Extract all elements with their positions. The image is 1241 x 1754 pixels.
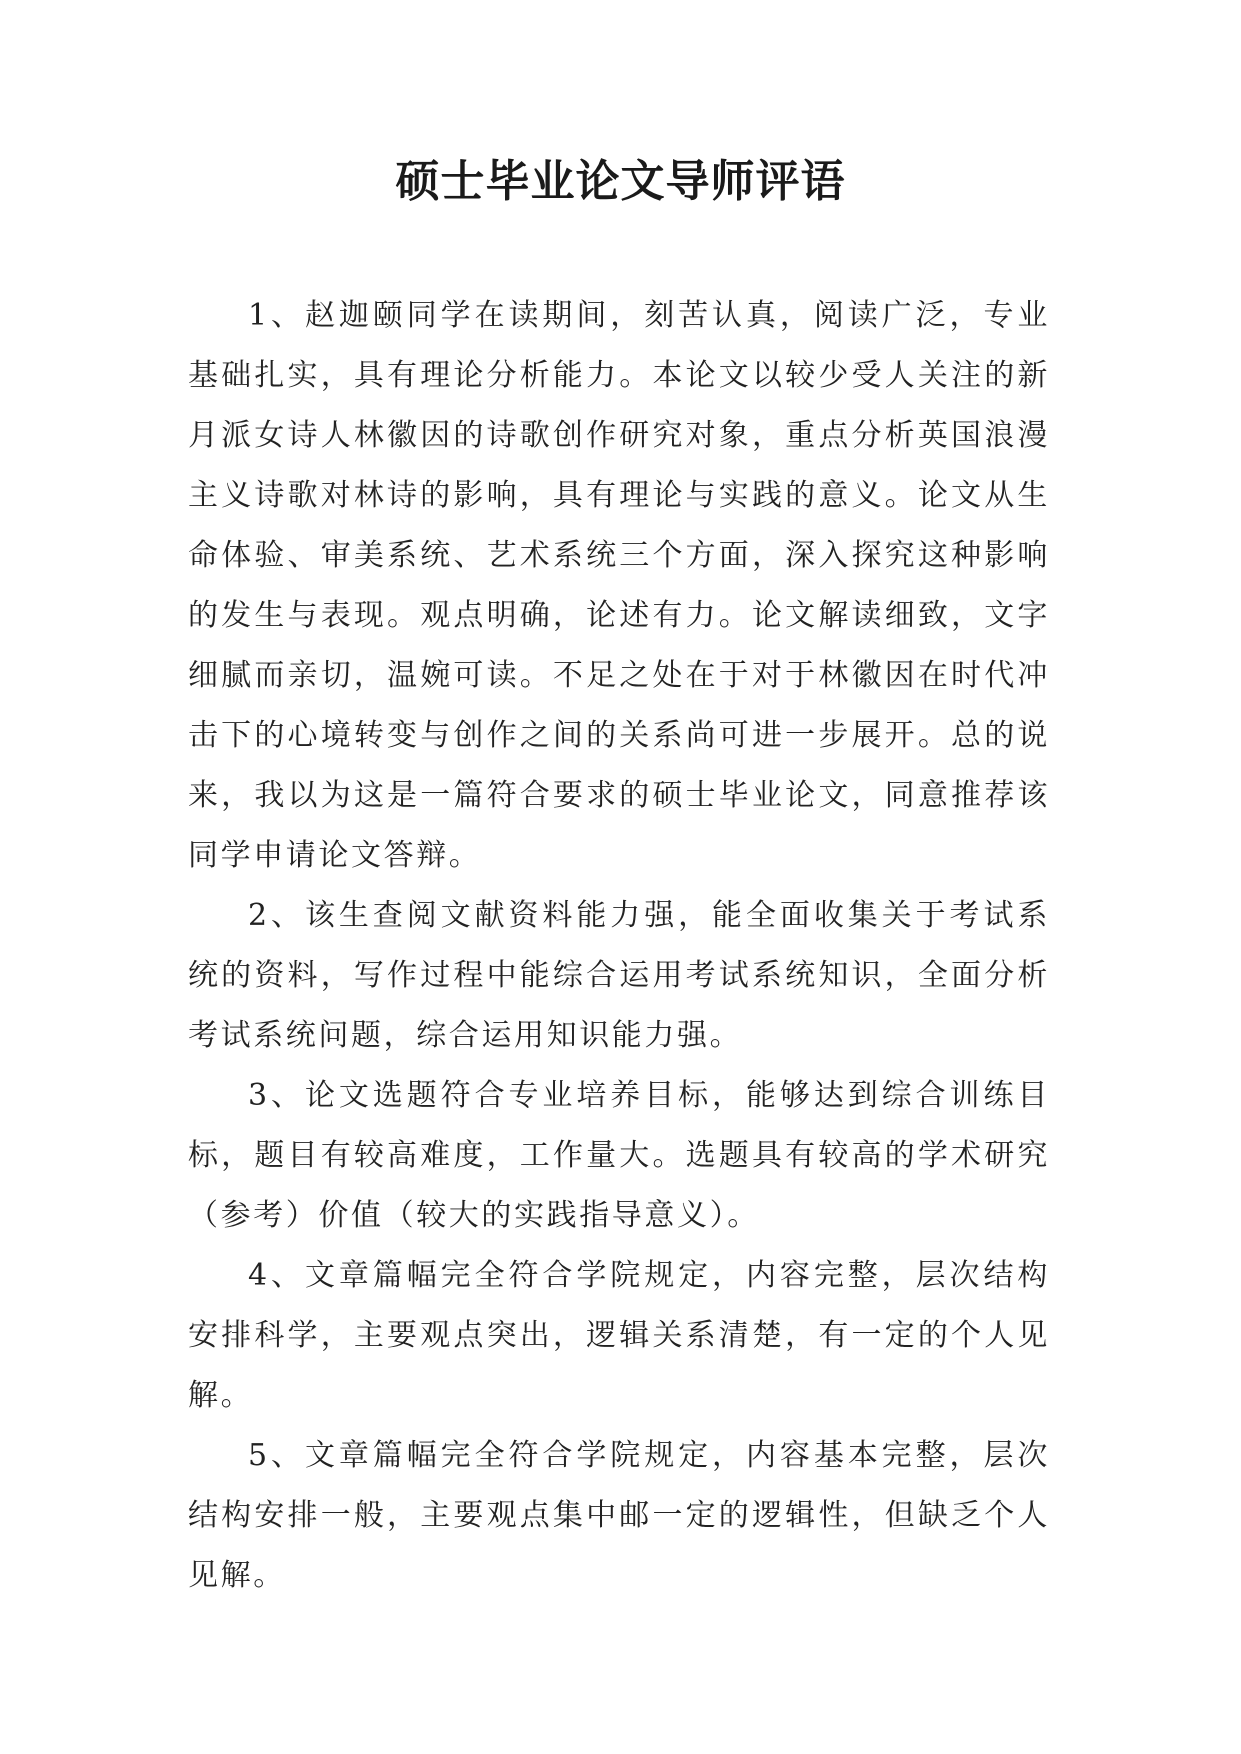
comment-paragraph-5: 5、文章篇幅完全符合学院规定，内容基本完整，层次结构安排一般，主要观点集中邮一定的逻辑性，但缺乏个人见解。	[188, 1438, 1050, 1593]
document-title: 硕士毕业论文导师评语	[395, 156, 846, 207]
comment-paragraph-4: 4、文章篇幅完全符合学院规定，内容完整，层次结构安排科学，主要观点突出，逻辑关系清楚，有一定的个人见解。	[188, 1258, 1050, 1413]
document-body	[188, 286, 1050, 1606]
comment-paragraph-2: 2、该生查阅文献资料能力强，能全面收集关于考试系统的资料，写作过程中能综合运用考试系统知识，全面分析考试系统问题，综合运用知识能力强。	[188, 898, 1050, 1053]
comment-paragraph-3: 3、论文选题符合专业培养目标，能够达到综合训练目标，题目有较高难度，工作量大。选题具有较高的学术研究（参考）价值（较大的实践指导意义）。	[188, 1078, 1050, 1233]
comment-paragraph-1: 1、赵迦颐同学在读期间，刻苦认真，阅读广泛，专业基础扎实，具有理论分析能力。本论文以较少受人关注的新月派女诗人林徽因的诗歌创作研究对象，重点分析英国浪漫主义诗歌对林诗的影响，具有理论与实践的意义。论文从生命体验、审美系统、艺术系统三个方面，深入探究这种影响的发生与表现。观点明确，论述有力。论文解读细致，文字细腻而亲切，温婉可读。不足之处在于对于林徽因在时代冲击下的心境转变与创作之间的关系尚可进一步展开。总的说来，我以为这是一篇符合要求的硕士毕业论文，同意推荐该同学申请论文答辩。	[188, 298, 1050, 873]
